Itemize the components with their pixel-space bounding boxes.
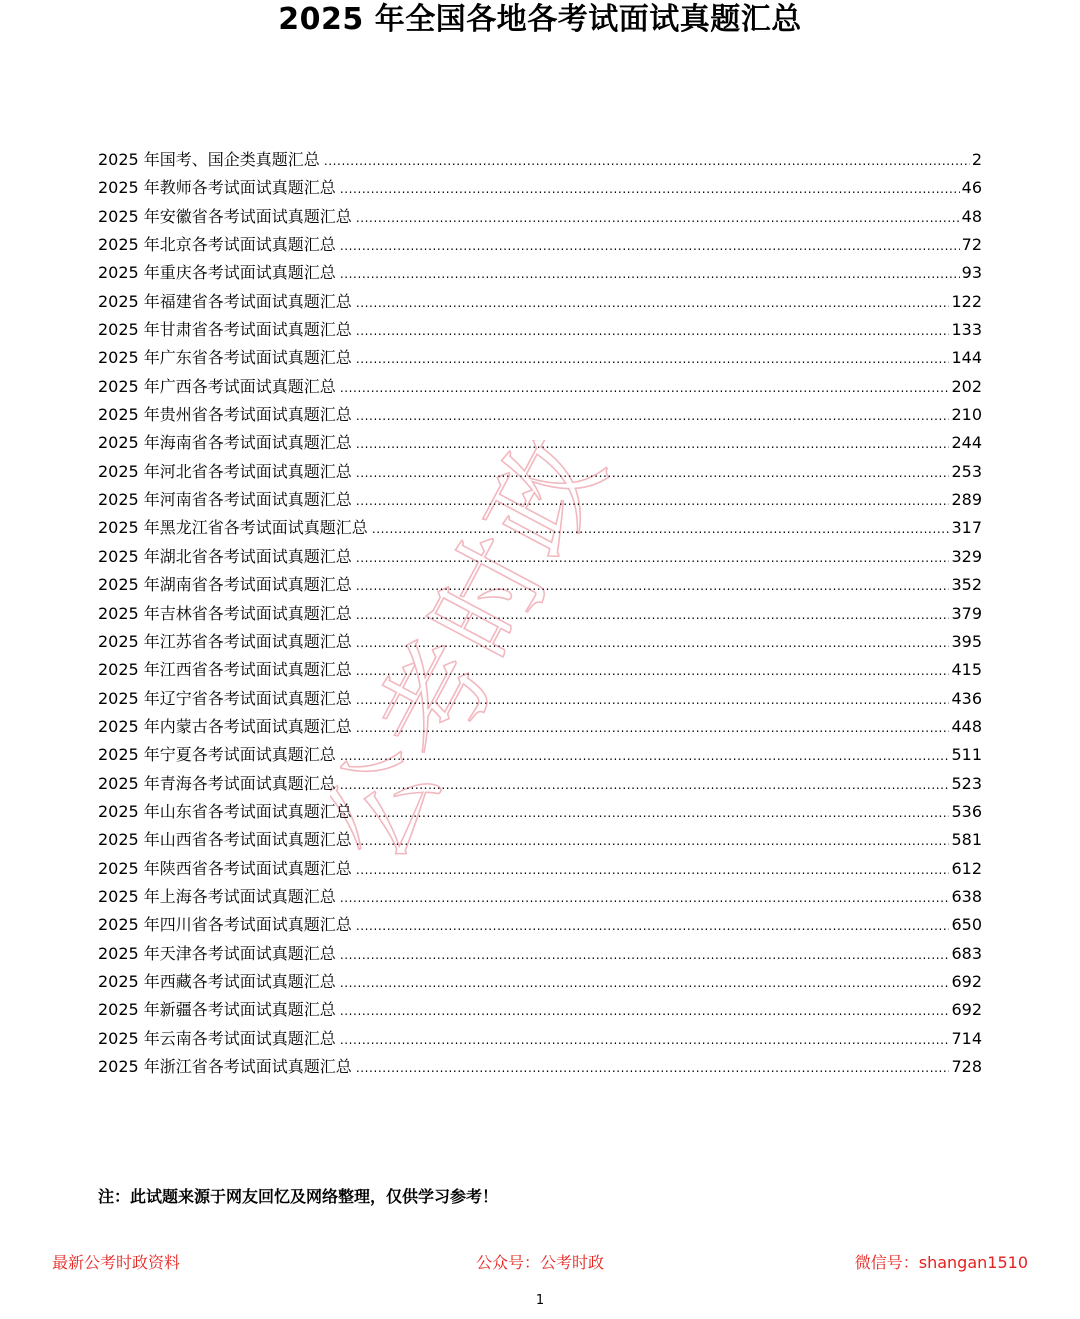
toc-entry-label: 2025 年四川省各考试面试真题汇总	[98, 915, 352, 935]
toc-entry-label: 2025 年河南省各考试面试真题汇总	[98, 490, 352, 510]
toc-entry[interactable]	[98, 203, 982, 231]
toc-entry[interactable]	[98, 401, 982, 429]
toc-entry[interactable]	[98, 656, 982, 684]
toc-entry[interactable]	[98, 826, 982, 854]
toc-dot-leader	[356, 430, 950, 458]
toc-entry-page: 289	[951, 490, 982, 510]
toc-entry-page: 93	[961, 263, 982, 283]
toc-entry-page: 2	[971, 150, 982, 169]
toc-entry-label: 2025 年上海各考试面试真题汇总	[98, 886, 336, 906]
toc-dot-leader	[340, 374, 950, 402]
toc-entry-label: 2025 年云南各考试面试真题汇总	[98, 1028, 336, 1048]
toc-entry-page: 536	[951, 801, 982, 821]
toc-entry[interactable]	[98, 1025, 982, 1053]
toc-entry[interactable]	[98, 316, 982, 344]
toc-dot-leader	[372, 515, 950, 543]
toc-entry-label: 2025 年重庆各考试面试真题汇总	[98, 263, 336, 283]
toc-entry-label: 2025 年山东省各考试面试真题汇总	[98, 801, 352, 821]
watermark-text: 公考时政	[330, 440, 632, 883]
toc-entry-page: 612	[951, 858, 982, 878]
toc-entry[interactable]	[98, 146, 982, 174]
toc-entry-page: 692	[951, 1000, 982, 1020]
toc-entry-page: 436	[951, 688, 982, 708]
toc-entry-label: 2025 年浙江省各考试面试真题汇总	[98, 1057, 352, 1076]
toc-entry-page: 202	[951, 376, 982, 396]
toc-dot-leader	[356, 912, 950, 940]
toc-entry-page: 253	[951, 461, 982, 481]
toc-entry-page: 329	[951, 546, 982, 566]
toc-entry-label: 2025 年天津各考试面试真题汇总	[98, 943, 336, 963]
toc-dot-leader	[356, 686, 950, 714]
toc-entry-page: 448	[951, 716, 982, 736]
toc-dot-leader	[356, 1054, 950, 1082]
toc-dot-leader	[356, 544, 950, 572]
toc-dot-leader	[356, 487, 950, 515]
toc-entry-page: 714	[951, 1028, 982, 1048]
toc-entry[interactable]	[98, 174, 982, 202]
footer-left-text: 最新公考时政资料	[52, 1253, 181, 1272]
toc-entry[interactable]	[98, 628, 982, 656]
toc-entry-page: 683	[951, 943, 982, 963]
toc-entry[interactable]	[98, 571, 982, 599]
toc-entry-label: 2025 年陕西省各考试面试真题汇总	[98, 858, 352, 878]
toc-entry[interactable]	[98, 514, 982, 542]
toc-entry-label: 2025 年广西各考试面试真题汇总	[98, 376, 336, 396]
toc-entry-label: 2025 年国考、国企类真题汇总	[98, 150, 320, 169]
toc-entry[interactable]	[98, 855, 982, 883]
toc-entry[interactable]	[98, 940, 982, 968]
toc-entry-label: 2025 年教师各考试面试真题汇总	[98, 178, 336, 198]
toc-entry-label: 2025 年广东省各考试面试真题汇总	[98, 348, 352, 368]
toc-entry-page: 728	[951, 1057, 982, 1076]
toc-entry-label: 2025 年内蒙古各考试面试真题汇总	[98, 716, 352, 736]
toc-dot-leader	[340, 260, 960, 288]
toc-dot-leader	[356, 657, 950, 685]
toc-dot-leader	[356, 572, 950, 600]
footer-center-text: 公众号：公考时政	[475, 1253, 604, 1272]
toc-entry-page: 48	[961, 206, 982, 226]
page-number: 1	[535, 1293, 545, 1308]
toc-entry[interactable]	[98, 1053, 982, 1081]
toc-dot-leader	[340, 884, 950, 912]
toc-entry[interactable]	[98, 996, 982, 1024]
toc-entry-page: 523	[951, 773, 982, 793]
toc-entry[interactable]	[98, 543, 982, 571]
toc-dot-leader	[340, 1026, 950, 1054]
toc-entry-label: 2025 年宁夏各考试面试真题汇总	[98, 745, 336, 765]
toc-entry-page: 638	[951, 886, 982, 906]
toc-entry-page: 133	[951, 320, 982, 340]
toc-dot-leader	[340, 232, 960, 260]
toc-entry[interactable]	[98, 429, 982, 457]
toc-dot-leader	[340, 941, 950, 969]
toc-dot-leader	[340, 175, 960, 203]
toc-entry[interactable]	[98, 798, 982, 826]
page-title: 2025 年全国各地各考试面试真题汇总	[278, 2, 802, 37]
toc-entry-page: 352	[951, 575, 982, 595]
toc-entry-label: 2025 年贵州省各考试面试真题汇总	[98, 405, 352, 425]
toc-entry[interactable]	[98, 968, 982, 996]
toc-dot-leader	[356, 402, 950, 430]
toc-entry-label: 2025 年福建省各考试面试真题汇总	[98, 291, 352, 311]
toc-entry-page: 317	[951, 518, 982, 538]
toc-entry-label: 2025 年河北省各考试面试真题汇总	[98, 461, 352, 481]
toc-entry[interactable]	[98, 486, 982, 514]
toc-entry-label: 2025 年海南省各考试面试真题汇总	[98, 433, 352, 453]
source-note: 注：此试题来源于网友回忆及网络整理，仅供学习参考！	[98, 1187, 499, 1206]
toc-dot-leader	[356, 317, 950, 345]
toc-dot-leader	[356, 204, 960, 232]
toc-dot-leader	[356, 289, 950, 317]
toc-entry-label: 2025 年新疆各考试面试真题汇总	[98, 1000, 336, 1020]
toc-dot-leader	[356, 714, 950, 742]
toc-entry[interactable]	[98, 713, 982, 741]
toc-entry-page: 46	[961, 178, 982, 198]
toc-entry[interactable]	[98, 458, 982, 486]
toc-entry-page: 692	[951, 971, 982, 991]
toc-dot-leader	[340, 969, 950, 997]
toc-entry-page: 650	[951, 915, 982, 935]
toc-dot-leader	[356, 827, 950, 855]
toc-entry-label: 2025 年江西省各考试面试真题汇总	[98, 660, 352, 680]
toc-entry-page: 395	[951, 631, 982, 651]
toc-entry[interactable]	[98, 344, 982, 372]
table-of-contents	[98, 146, 982, 1081]
toc-entry-page: 581	[951, 830, 982, 850]
toc-dot-leader	[356, 629, 950, 657]
toc-entry-label: 2025 年湖南省各考试面试真题汇总	[98, 575, 352, 595]
toc-entry-page: 210	[951, 405, 982, 425]
toc-dot-leader	[324, 147, 970, 175]
toc-dot-leader	[340, 997, 950, 1025]
toc-dot-leader	[340, 742, 950, 770]
toc-entry[interactable]	[98, 741, 982, 769]
toc-dot-leader	[356, 601, 950, 629]
toc-entry-label: 2025 年江苏省各考试面试真题汇总	[98, 631, 352, 651]
footer-right-text: 微信号：shangan1510	[854, 1253, 1028, 1272]
toc-entry[interactable]	[98, 288, 982, 316]
toc-entry-page: 379	[951, 603, 982, 623]
toc-dot-leader	[356, 799, 950, 827]
toc-entry-label: 2025 年西藏各考试面试真题汇总	[98, 971, 336, 991]
toc-entry-label: 2025 年湖北省各考试面试真题汇总	[98, 546, 352, 566]
toc-entry-page: 72	[961, 235, 982, 255]
toc-entry[interactable]	[98, 600, 982, 628]
toc-entry-label: 2025 年吉林省各考试面试真题汇总	[98, 603, 352, 623]
toc-entry[interactable]	[98, 911, 982, 939]
toc-entry[interactable]	[98, 259, 982, 287]
toc-entry[interactable]	[98, 685, 982, 713]
toc-entry-label: 2025 年北京各考试面试真题汇总	[98, 235, 336, 255]
toc-entry[interactable]	[98, 883, 982, 911]
toc-entry-page: 122	[951, 291, 982, 311]
toc-entry-label: 2025 年辽宁省各考试面试真题汇总	[98, 688, 352, 708]
toc-entry-label: 2025 年山西省各考试面试真题汇总	[98, 830, 352, 850]
toc-entry[interactable]	[98, 373, 982, 401]
toc-entry[interactable]	[98, 770, 982, 798]
toc-entry-label: 2025 年甘肃省各考试面试真题汇总	[98, 320, 352, 340]
toc-dot-leader	[356, 856, 950, 884]
toc-entry-label: 2025 年黑龙江省各考试面试真题汇总	[98, 518, 368, 538]
toc-entry-page: 511	[951, 745, 982, 765]
toc-dot-leader	[356, 345, 950, 373]
toc-entry-label: 2025 年青海各考试面试真题汇总	[98, 773, 336, 793]
toc-dot-leader	[340, 771, 950, 799]
toc-entry-page: 415	[951, 660, 982, 680]
toc-dot-leader	[356, 459, 950, 487]
toc-entry[interactable]	[98, 231, 982, 259]
toc-entry-page: 244	[951, 433, 982, 453]
toc-entry-label: 2025 年安徽省各考试面试真题汇总	[98, 206, 352, 226]
toc-entry-page: 144	[951, 348, 982, 368]
